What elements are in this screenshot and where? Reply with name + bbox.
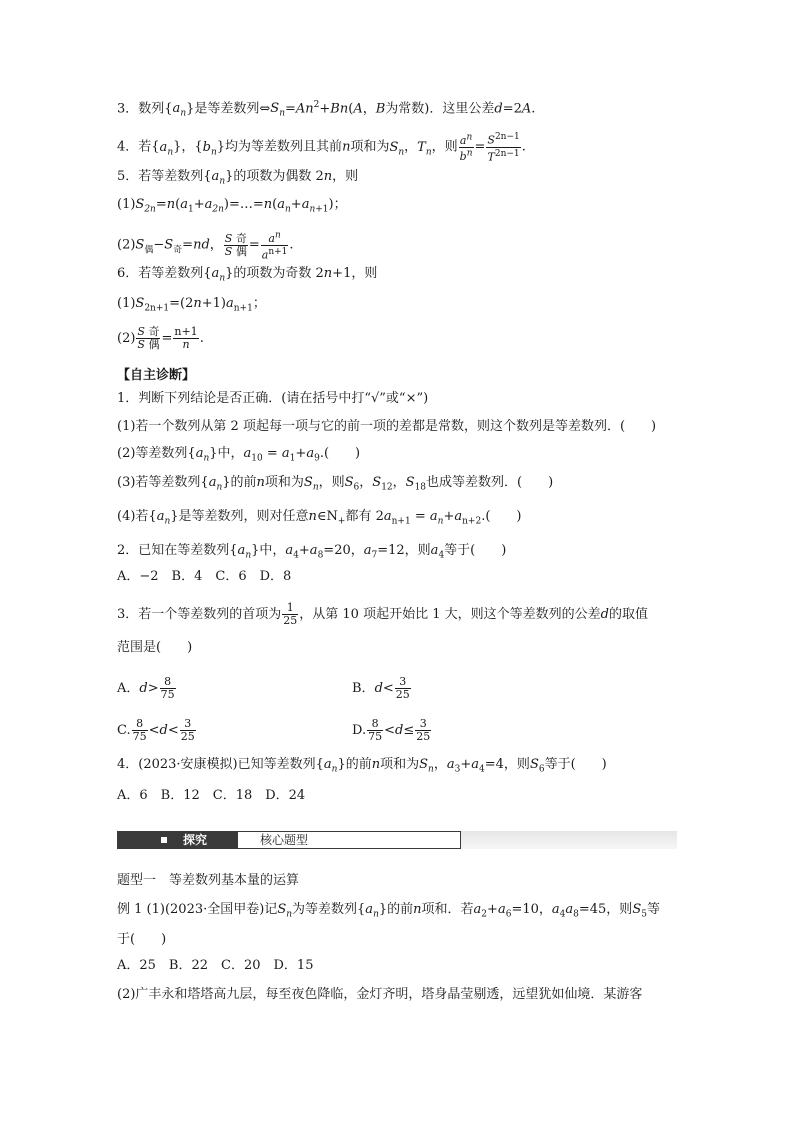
item-5: 5．若等差数列$\{a_n\}$的项数为偶数 2n，则 xyxy=(117,169,359,187)
fraction: $\frac{a^n}{b^n}$ xyxy=(459,132,473,164)
topic-type-1: 题型一 等差数列基本量的运算 xyxy=(117,873,300,888)
option-A: A．d> $\frac{8}{75}$ xyxy=(117,675,175,701)
fraction: $\frac{8}{75}$ xyxy=(160,675,175,701)
question-4: 4．(2023·安康模拟)已知等差数列$\{a_n\}$的前n项和为$S_n$，$a_3+a_4=4$，则$S_6$等于( ) xyxy=(117,757,607,775)
fraction: $\frac{\text{S 奇}}{\text{S 偶}}$ xyxy=(137,325,160,351)
question-1-1: (1)若一个数列从第 2 项起每一项与它的前一项的差都是常数，则这个数列是等差数列．( ) xyxy=(117,419,657,434)
example-1: 例 1 (1)(2023·全国甲卷)记$S_n$为等差数列$\{a_n\}$的前n项和．若$a_2+a_6=10$，$a_4a_8=45$，则$S_5$等 xyxy=(117,902,660,920)
option-C: C. $\frac{8}{75}$ <d< $\frac{3}{25}$ xyxy=(117,717,195,743)
fraction: $\frac{3}{25}$ xyxy=(395,675,410,701)
item-4: 4．若$\{a_n\}$，$\{b_n\}$均为等差数列且其前n项和为$S_n$，$T_n$，则 $\frac{a^n}{b^n}$ = $\frac{S^{2n-1}}{T^{2n-1}}$ . xyxy=(117,132,526,164)
question-1: 1．判断下列结论是否正确．(请在括号中打“√”或“×”) xyxy=(117,391,429,406)
example-1-options: A．25 B．22 C．20 D．15 xyxy=(117,958,314,973)
fraction: $\frac{a^n}{a^{n+1}}$ xyxy=(261,230,288,262)
item-5-1: $(1)S_{2n}=n(a_1+a_{2n})=\dots=n(a_n+a_{n+1})$； xyxy=(117,197,347,215)
fraction: $\frac{1}{25}$ xyxy=(283,601,298,627)
fraction: $\frac{8}{75}$ xyxy=(132,717,147,743)
example-1-line-2: 于( ) xyxy=(117,932,167,947)
fraction: $\frac{3}{25}$ xyxy=(180,717,195,743)
item-3: 3．数列$\{a_n\}$是等差数列$\Leftrightarrow S_n=An^2+Bn(A$，B为常数)．这里公差d=2A. xyxy=(117,100,536,119)
question-2: 2．已知在等差数列$\{a_n\}$中，$a_4+a_8=20$，$a_7=12$，则$a_4$等于( ) xyxy=(117,543,507,561)
example-1-part-2: (2)广丰永和塔塔高九层，每至夜色降临，金灯齐明，塔身晶莹剔透，远望犹如仙境．某游客 xyxy=(117,987,643,1002)
square-bullet-icon xyxy=(161,837,167,843)
item-6: 6．若等差数列$\{a_n\}$的项数为奇数 2n+1，则 xyxy=(117,266,378,284)
fraction: $\frac{\text{S 奇}}{\text{S 偶}}$ xyxy=(224,231,247,258)
question-2-options: A．−2 B．4 C．6 D．8 xyxy=(117,569,292,584)
fraction: $\frac{n+1}{n}$ xyxy=(174,325,198,351)
question-1-3: (3)若等差数列$\{a_n\}$的前n项和为$S_n$，则$S_6$，$S_{12}$，$S_{18}$也成等差数列．( ) xyxy=(117,475,554,493)
banner-tag-light: 核心题型 xyxy=(237,831,461,849)
fraction: $\frac{S^{2n-1}}{T^{2n-1}}$ xyxy=(487,132,520,164)
section-banner xyxy=(117,831,677,849)
question-1-4: (4)若$\{a_n\}$是等差数列，则对任意$n\in N_+$都有 $2a_{n+1} = a_n+a_{n+2}$.( ) xyxy=(117,509,522,527)
question-3-line-2: 范围是( ) xyxy=(117,640,193,655)
question-4-options: A．6 B．12 C．18 D．24 xyxy=(117,788,306,803)
fraction: $\frac{3}{25}$ xyxy=(416,717,431,743)
question-3: 3．若一个等差数列的首项为 $\frac{1}{25}$ ，从第 10 项起开始比 1 大，则这个等差数列的公差d的取值 xyxy=(117,601,648,627)
question-1-2: (2)等差数列$\{a_n\}$中，$a_{10} = a_1+a_9$.( ) xyxy=(117,446,361,464)
section-zizhu-zhenduan: 【自主诊断】 xyxy=(117,368,196,383)
fraction: $\frac{8}{75}$ xyxy=(368,717,383,743)
option-B: B．d< $\frac{3}{25}$ xyxy=(352,675,410,701)
item-6-2: (2) $\frac{\text{S 奇}}{\text{S 偶}}$ = $\frac{n+1}{n}$ . xyxy=(117,325,204,351)
option-D: D. $\frac{8}{75}$ <d≤ $\frac{3}{25}$ xyxy=(352,717,431,743)
item-6-1: $(1)S_{2n+1}=(2n+1)a_{n+1}$； xyxy=(117,296,266,314)
banner-tag-dark: 探究 xyxy=(117,831,237,849)
item-5-2: $(2)S_偶-S_奇=nd$， $\frac{\text{S 奇}}{\text{S 偶}}$ = $\frac{a^n}{a^{n+1}}$ . xyxy=(117,230,294,262)
